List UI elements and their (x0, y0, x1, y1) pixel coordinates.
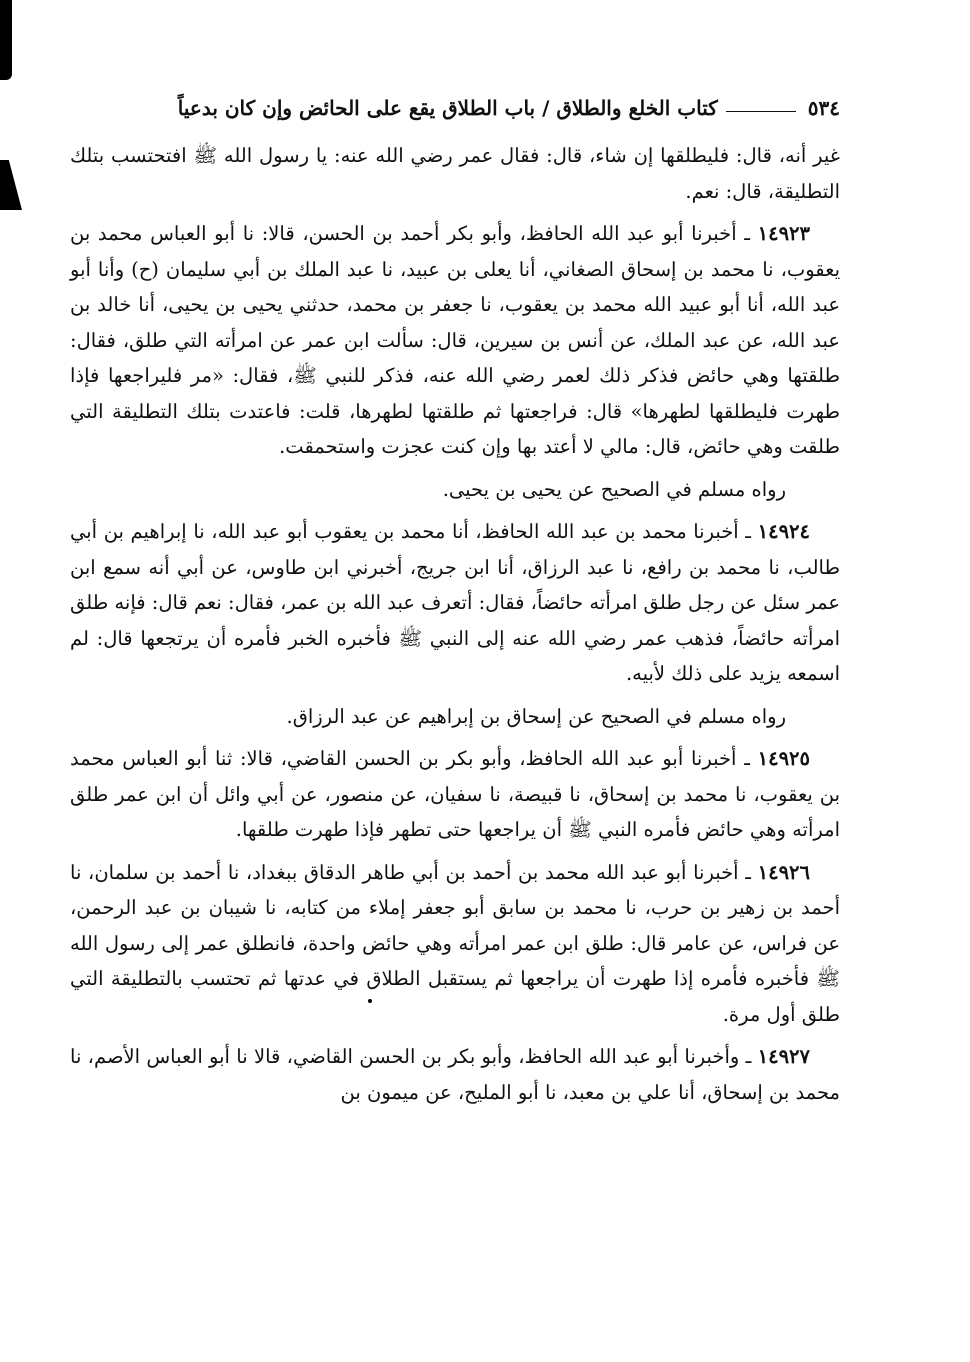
scan-speck (368, 999, 372, 1003)
scan-edge-mark (0, 0, 12, 80)
paragraph-text: ـ وأخبرنا أبو عبد الله الحافظ، وأبو بكر بن الحسن القاضي، قالا نا أبو العباس الأصم، نا محمد بن إسحاق، أنا علي بن معبد، نا أبو المليح، عن ميمون بن (70, 1045, 840, 1104)
hadith-paragraph (70, 741, 840, 848)
hadith-number: ١٤٩٢٥ (757, 747, 810, 770)
hadith-number: ١٤٩٢٦ (757, 860, 810, 884)
hadith-paragraph (70, 855, 840, 1033)
hadith-paragraph (70, 216, 840, 465)
paragraph-text: ـ أخبرنا أبو عبد الله محمد بن أحمد بن أبي طاهر الدقاق ببغداد، نا أحمد بن سلمان، نا أحمد بن زهير بن حرب، نا محمد بن سابق أبو جعفر إملاء من كتابه، نا شيبان بن عبد الرحمن، عن فراس، عن عامر قال: طلق ابن عمر امرأته وهي حائض واحدة، فانطلق عمر إلى رسول الله ﷺ فأخبره فأمره إذا طهرت أن يراجعها ثم يستقبل الطلاق في عدتها ثم تحتسب بالتطليقة التي طلق أول مرة. (70, 860, 840, 1026)
hadith-number: ١٤٩٢٣ (757, 222, 810, 245)
hadith-number: ١٤٩٢٧ (757, 1045, 810, 1068)
running-header (70, 86, 840, 120)
hadith-number: ١٤٩٢٤ (757, 520, 810, 543)
paragraph-text: ـ أخبرنا محمد بن عبد الله الحافظ، أنا محمد بن يعقوب أبو عبد الله، نا إبراهيم بن أبي طالب، نا محمد بن رافع، نا عبد الرزاق، أنا ابن جريج، أخبرني ابن طاوس، عن أبي أنه سمع ابن عمر سئل عن رجل طلق امرأته حائضاً، فقال: أتعرف عبد الله بن عمر، فقال: نعم قال: فإنه طلق امرأته حائضاً، فذهب عمر رضي الله عنه إلى النبي ﷺ فأخبره الخبر فأمره أن يرتجعها قال: لم اسمعه يزيد على ذلك لأبيه. (70, 520, 840, 685)
hadith-paragraph (70, 514, 840, 692)
book-page (70, 86, 840, 1117)
paragraph-text: ـ أخبرنا أبو عبد الله الحافظ، وأبو بكر أحمد بن الحسن، قالا: نا أبو العباس محمد بن يعقوب، نا محمد بن إسحاق الصغاني، أنا يعلى بن عبيد، نا عبد الملك بن أبي سليمان (ح) وأنا أبو عبد الله، أنا أبو عبيد الله محمد بن يعقوب، نا جعفر بن محمد، حدثني يحيى بن يحيى، أنا خالد بن عبد الله، عن عبد الملك، عن أنس بن سيرين، قال: سألت ابن عمر عن امرأته التي طلق، فقال: طلقتها وهي حائض فذكر ذلك لعمر رضي الله عنه، فذكر للنبي ﷺ، فقال: «مر فليراجعها فإذا طهرت فليطلقها لطهرها» قال: فراجعتها ثم طلقتها لطهرها، قلت: فاعتدت بتلك التطليقة التي طلقت وهي حائض، قال: مالي لا أعتد بها وإن كنت عجزت واستحمقت. (70, 222, 840, 458)
chapter-title: كتاب الخلع والطلاق / باب الطلاق يقع على الحائض وإن كان بدعياً (177, 96, 718, 120)
header-rule (726, 111, 796, 112)
paragraph-text: ـ أخبرنا أبو عبد الله الحافظ، وأبو بكر بن الحسن القاضي، قالا: ثنا أبو العباس محمد بن يعقوب، نا محمد بن إسحاق، نا قبيصة، نا سفيان، عن منصور، عن أبي وائل أن ابن عمر طلق امرأته وهي حائض فأمره النبي ﷺ أن يراجعها حتى تطهر فإذا طهرت طلقها. (70, 747, 840, 841)
narration-note (70, 699, 840, 735)
page-number: ٥٣٤ (807, 96, 840, 120)
narration-note (70, 472, 840, 508)
paragraph-text: رواه مسلم في الصحيح عن يحيى بن يحيى. (442, 477, 786, 501)
paragraph-text: غير أنه، قال: فليطلقها إن شاء، قال: فقال عمر رضي الله عنه: يا رسول الله ﷺ افتحتسب بتلك التطليقة، قال: نعم. (70, 144, 840, 203)
paragraph-text: رواه مسلم في الصحيح عن إسحاق بن إبراهيم عن عبد الرزاق. (286, 704, 786, 728)
hadith-paragraph (70, 1039, 840, 1110)
scan-edge-mark (0, 160, 22, 210)
paragraph (70, 138, 840, 209)
